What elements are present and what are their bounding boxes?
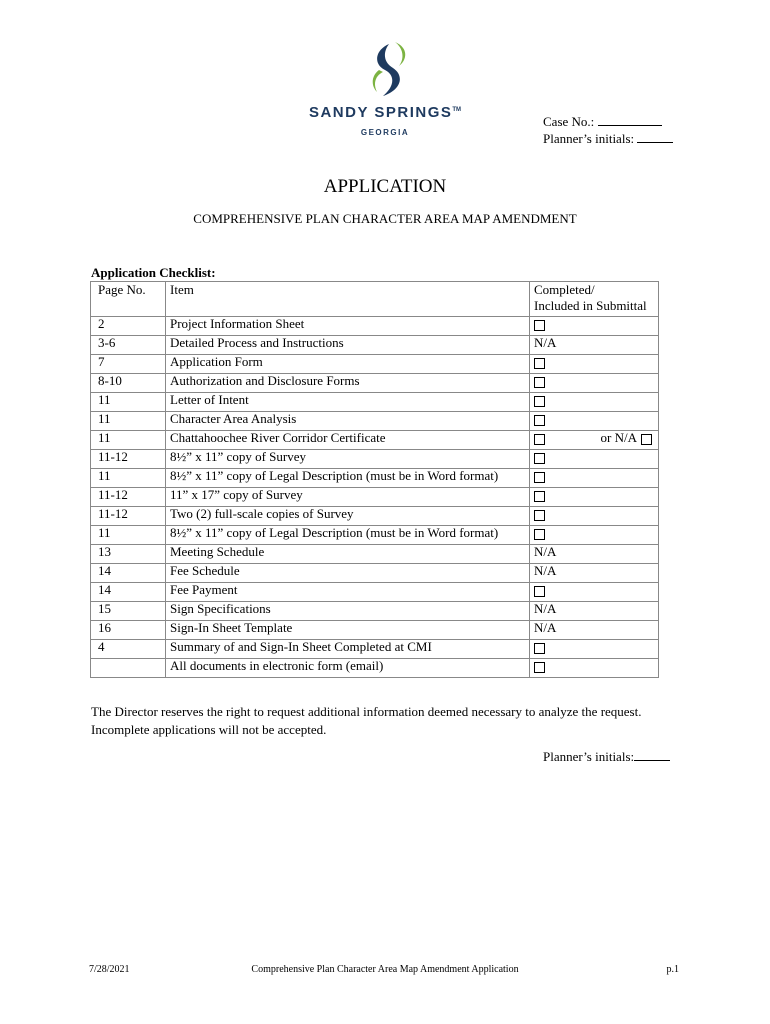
row-status <box>530 564 659 583</box>
row-page-no: 11-12 <box>91 488 166 507</box>
completed-checkbox[interactable] <box>534 377 545 388</box>
row-item: Meeting Schedule <box>166 545 530 564</box>
row-page-no: 4 <box>91 640 166 659</box>
row-page-no: 11-12 <box>91 507 166 526</box>
footer-title: Comprehensive Plan Character Area Map Amendment Application <box>251 964 519 975</box>
planner-initials-label: Planner’s initials: <box>543 131 635 146</box>
row-status <box>530 526 659 545</box>
table-row <box>91 336 659 355</box>
row-item: 8½” x 11” copy of Legal Description (must be in Word format) <box>166 469 530 488</box>
case-number-label: Case No.: <box>543 114 595 129</box>
row-status <box>530 431 659 450</box>
table-row <box>91 469 659 488</box>
row-status <box>530 621 659 640</box>
na-option <box>601 431 652 445</box>
row-item: Detailed Process and Instructions <box>166 336 530 355</box>
row-status <box>530 450 659 469</box>
row-page-no: 8-10 <box>91 374 166 393</box>
header-item: Item <box>166 282 530 317</box>
row-status <box>530 355 659 374</box>
table-row <box>91 450 659 469</box>
row-page-no: 13 <box>91 545 166 564</box>
table-row <box>91 640 659 659</box>
row-page-no: 2 <box>91 317 166 336</box>
table-row <box>91 507 659 526</box>
row-item: Project Information Sheet <box>166 317 530 336</box>
row-page-no: 11-12 <box>91 450 166 469</box>
notice-line-2: Incomplete applications will not be accepted. <box>91 722 327 737</box>
completed-checkbox[interactable] <box>534 396 545 407</box>
row-page-no: 3-6 <box>91 336 166 355</box>
row-page-no: 11 <box>91 412 166 431</box>
table-row <box>91 431 659 450</box>
row-status <box>530 412 659 431</box>
table-row <box>91 317 659 336</box>
status-text: N/A <box>534 563 557 578</box>
table-row <box>91 488 659 507</box>
row-page-no: 14 <box>91 564 166 583</box>
row-item: Character Area Analysis <box>166 412 530 431</box>
logo-subtitle: GEORGIA <box>360 128 410 137</box>
table-row <box>91 583 659 602</box>
completed-checkbox[interactable] <box>534 434 545 445</box>
table-row <box>91 659 659 678</box>
completed-checkbox[interactable] <box>534 510 545 521</box>
row-page-no: 11 <box>91 431 166 450</box>
completed-checkbox[interactable] <box>534 586 545 597</box>
row-page-no <box>91 659 166 678</box>
row-status <box>530 336 659 355</box>
logo-name: SANDY SPRINGS™ <box>308 104 462 121</box>
row-item: Fee Schedule <box>166 564 530 583</box>
row-item: Letter of Intent <box>166 393 530 412</box>
table-row <box>91 393 659 412</box>
completed-checkbox[interactable] <box>534 529 545 540</box>
status-text: N/A <box>534 544 557 559</box>
table-row <box>91 374 659 393</box>
row-page-no: 7 <box>91 355 166 374</box>
planner-initials-field[interactable] <box>637 130 673 143</box>
table-row <box>91 412 659 431</box>
row-status <box>530 640 659 659</box>
case-info <box>543 113 673 147</box>
sandy-springs-logo <box>290 40 480 155</box>
row-page-no: 16 <box>91 621 166 640</box>
page-title: APPLICATION <box>323 176 447 197</box>
row-status <box>530 488 659 507</box>
completed-checkbox[interactable] <box>534 662 545 673</box>
na-option-label: or N/A <box>600 430 637 445</box>
sandy-springs-emblem-icon <box>355 40 415 100</box>
footer-page: p.1 <box>666 964 679 975</box>
row-status <box>530 545 659 564</box>
table-header-row <box>91 282 659 317</box>
table-row <box>91 526 659 545</box>
row-status <box>530 393 659 412</box>
row-status <box>530 469 659 488</box>
planner-initials-bottom-field[interactable] <box>634 748 670 761</box>
row-item: Application Form <box>166 355 530 374</box>
header-page-no: Page No. <box>91 282 166 317</box>
row-status <box>530 602 659 621</box>
table-row <box>91 621 659 640</box>
row-page-no: 14 <box>91 583 166 602</box>
checklist-heading: Application Checklist: <box>91 265 216 280</box>
row-item: Summary of and Sign-In Sheet Completed at CMI <box>166 640 530 659</box>
row-status <box>530 583 659 602</box>
completed-checkbox[interactable] <box>534 320 545 331</box>
header-completed: Completed/ Included in Submittal <box>530 282 659 317</box>
footer-date: 7/28/2021 <box>89 964 130 975</box>
completed-checkbox[interactable] <box>534 415 545 426</box>
completed-checkbox[interactable] <box>534 643 545 654</box>
director-notice <box>91 703 691 739</box>
row-page-no: 11 <box>91 526 166 545</box>
planner-initials-bottom-label: Planner’s initials: <box>543 749 635 764</box>
completed-checkbox[interactable] <box>534 453 545 464</box>
row-status <box>530 317 659 336</box>
row-item: All documents in electronic form (email) <box>166 659 530 678</box>
table-row <box>91 355 659 374</box>
table-row <box>91 602 659 621</box>
row-item: 8½” x 11” copy of Legal Description (must be in Word format) <box>166 526 530 545</box>
row-page-no: 11 <box>91 393 166 412</box>
row-page-no: 11 <box>91 469 166 488</box>
status-text: N/A <box>534 335 557 350</box>
row-item: Authorization and Disclosure Forms <box>166 374 530 393</box>
notice-line-1: The Director reserves the right to request additional information deemed necessary to analyze the request. <box>91 704 642 719</box>
row-item: Sign Specifications <box>166 602 530 621</box>
status-text: N/A <box>534 601 557 616</box>
completed-checkbox[interactable] <box>534 491 545 502</box>
row-item: Fee Payment <box>166 583 530 602</box>
na-checkbox[interactable] <box>641 434 652 445</box>
case-number-field[interactable] <box>598 113 662 126</box>
row-item: Two (2) full-scale copies of Survey <box>166 507 530 526</box>
page-subtitle: COMPREHENSIVE PLAN CHARACTER AREA MAP AMENDMENT <box>193 211 577 226</box>
status-text: N/A <box>534 620 557 635</box>
row-status <box>530 659 659 678</box>
row-status <box>530 374 659 393</box>
table-row <box>91 545 659 564</box>
row-item: 8½” x 11” copy of Survey <box>166 450 530 469</box>
checklist-table <box>90 281 659 678</box>
row-page-no: 15 <box>91 602 166 621</box>
completed-checkbox[interactable] <box>534 358 545 369</box>
row-item: 11” x 17” copy of Survey <box>166 488 530 507</box>
planner-initials-bottom <box>543 748 670 765</box>
table-row <box>91 564 659 583</box>
row-item: Chattahoochee River Corridor Certificate <box>166 431 530 450</box>
completed-checkbox[interactable] <box>534 472 545 483</box>
row-item: Sign-In Sheet Template <box>166 621 530 640</box>
row-status <box>530 507 659 526</box>
